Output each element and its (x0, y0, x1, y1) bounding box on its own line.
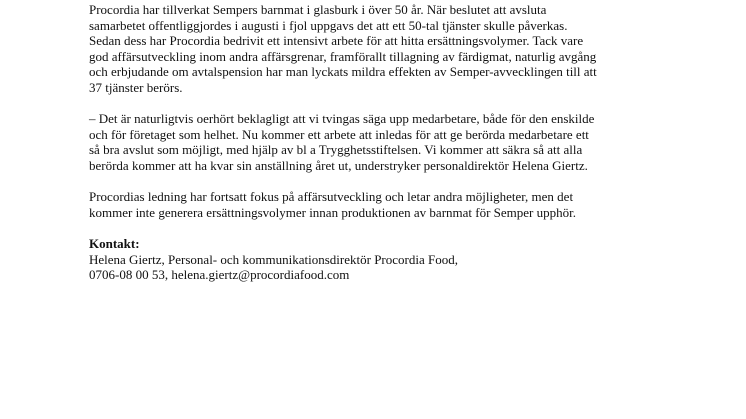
text-line: Procordias ledning har fortsatt fokus på affärsutveckling och letar andra möjligheter, men det (89, 189, 574, 205)
text-line: samarbetet offentliggjordes i augusti i fjol uppgavs det att ett 50-tal tjänster skulle påverkas. (89, 17, 568, 33)
text-line: – Det är naturligtvis oerhört beklagligt att vi tvingas säga upp medarbetare, både för den enskilde (89, 111, 595, 127)
contact-line: Helena Giertz, Personal- och kommunikationsdirektör Procordia Food, (89, 251, 458, 267)
text-line: Sedan dess har Procordia bedrivit ett intensivt arbete för att hitta ersättningsvolymer. Tack vare (89, 33, 584, 49)
text-line: så bra avslut som möjligt, med hjälp av bl a Trygghetsstiftelsen. Vi kommer att säkra så att alla (89, 142, 583, 158)
text-line: berörda kommer att ha kvar sin anställning året ut, understryker personaldirektör Helena Giertz. (89, 157, 588, 173)
text-line: kommer inte generera ersättningsvolymer innan produktionen av barnmat för Semper upphör. (89, 204, 576, 220)
paragraph-quote (89, 111, 669, 173)
text-line: och erbjudande om avtalspension har man lyckats mildra effekten av Semper-avvecklingen till att (89, 64, 597, 80)
contact-line: 0706-08 00 53, helena.giertz@procordiafood.com (89, 267, 350, 283)
text-line: god affärsutveckling inom andra affärsgrenar, framförallt tillagning av färdigmat, naturlig avgång (89, 48, 597, 64)
paragraph-intro (89, 2, 669, 96)
contact-heading: Kontakt: (89, 235, 140, 251)
text-line: och för företaget som helhet. Nu kommer ett arbete att inledas för att ge berörda medarbetare ett (89, 126, 589, 142)
contact-section (89, 236, 669, 283)
text-line: 37 tjänster berörs. (89, 79, 183, 95)
text-line: Procordia har tillverkat Sempers barnmat i glasburk i över 50 år. När beslutet att avsluta (89, 2, 547, 17)
paragraph-outlook (89, 189, 669, 220)
document-body (89, 2, 669, 283)
